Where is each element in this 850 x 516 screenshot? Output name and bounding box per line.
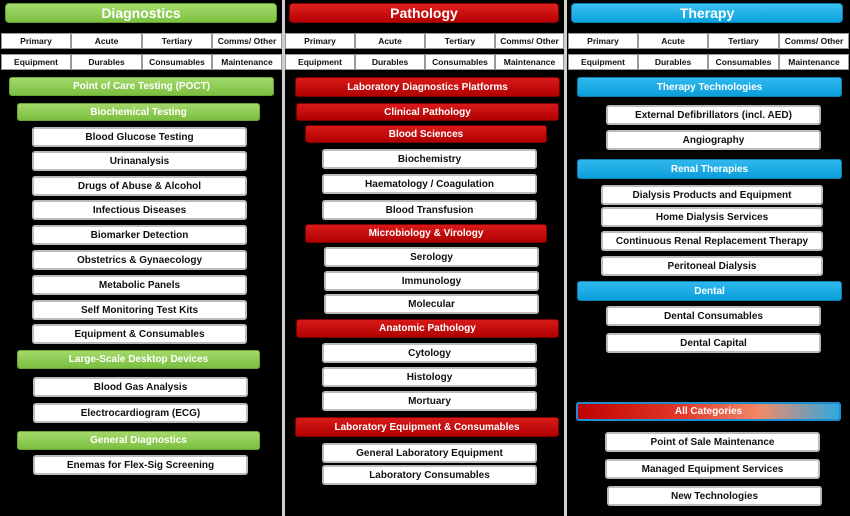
diagnostics-tag-equipment: Equipment: [1, 54, 71, 70]
point-of-sale-maintenance-item: Point of Sale Maintenance: [605, 432, 820, 452]
urinanalysis-item: Urinanalysis: [32, 151, 247, 171]
pathology-tag-comms: Comms/ Other: [495, 33, 564, 49]
therapy-header: Therapy: [571, 3, 843, 23]
immunology-item: Immunology: [324, 271, 539, 291]
pathology-tag-primary: Primary: [285, 33, 355, 49]
blood-glucose-testing-item: Blood Glucose Testing: [32, 127, 247, 147]
all-categories-category: All Categories: [576, 402, 841, 421]
pathology-tag-durables: Durables: [355, 54, 425, 70]
diagnostics-header: Diagnostics: [5, 3, 277, 23]
therapy-tag-consumables: Consumables: [708, 54, 779, 70]
serology-item: Serology: [324, 247, 539, 267]
haematology-coagulation-item: Haematology / Coagulation: [322, 174, 537, 194]
blood-transfusion-item: Blood Transfusion: [322, 200, 537, 220]
peritoneal-dialysis-item: Peritoneal Dialysis: [601, 256, 823, 276]
general-lab-equipment-item: General Laboratory Equipment: [322, 443, 537, 463]
therapy-tag-maintenance: Maintenance: [779, 54, 849, 70]
diagnostics-tag-tertiary: Tertiary: [142, 33, 212, 49]
column-divider-left: [282, 0, 285, 516]
metabolic-panels-item: Metabolic Panels: [32, 275, 247, 295]
blood-gas-analysis-item: Blood Gas Analysis: [33, 377, 248, 397]
blood-sciences-category: Blood Sciences: [305, 125, 547, 143]
new-technologies-item: New Technologies: [607, 486, 822, 506]
dialysis-products-item: Dialysis Products and Equipment: [601, 185, 823, 205]
therapy-technologies-category: Therapy Technologies: [577, 77, 842, 97]
column-divider-right: [564, 0, 567, 516]
therapy-tag-durables: Durables: [638, 54, 708, 70]
infectious-diseases-item: Infectious Diseases: [32, 200, 247, 220]
poct-category: Point of Care Testing (POCT): [9, 77, 274, 96]
biochemistry-item: Biochemistry: [322, 149, 537, 169]
histology-item: Histology: [322, 367, 537, 387]
dental-consumables-item: Dental Consumables: [606, 306, 821, 326]
therapy-tag-acute: Acute: [638, 33, 708, 49]
dental-category: Dental: [577, 281, 842, 301]
mortuary-item: Mortuary: [322, 391, 537, 411]
clinical-pathology-category: Clinical Pathology: [296, 103, 559, 121]
large-scale-desktop-devices-category: Large-Scale Desktop Devices: [17, 350, 260, 369]
home-dialysis-services-item: Home Dialysis Services: [601, 207, 823, 227]
pathology-tag-acute: Acute: [355, 33, 425, 49]
diagnostics-tag-primary: Primary: [1, 33, 71, 49]
angiography-item: Angiography: [606, 130, 821, 150]
renal-therapies-category: Renal Therapies: [577, 159, 842, 179]
biochemical-testing-category: Biochemical Testing: [17, 103, 260, 121]
drugs-of-abuse-item: Drugs of Abuse & Alcohol: [32, 176, 247, 196]
pathology-header: Pathology: [289, 3, 559, 23]
enemas-flex-sig-item: Enemas for Flex-Sig Screening: [33, 455, 248, 475]
diagnostics-tag-consumables: Consumables: [142, 54, 212, 70]
molecular-item: Molecular: [324, 294, 539, 314]
pathology-tag-maintenance: Maintenance: [495, 54, 564, 70]
continuous-renal-replacement-item: Continuous Renal Replacement Therapy: [601, 231, 823, 251]
external-defibrillators-item: External Defibrillators (incl. AED): [606, 105, 821, 125]
diagnostics-tag-comms: Comms/ Other: [212, 33, 282, 49]
dental-capital-item: Dental Capital: [606, 333, 821, 353]
cytology-item: Cytology: [322, 343, 537, 363]
general-diagnostics-category: General Diagnostics: [17, 431, 260, 450]
biomarker-detection-item: Biomarker Detection: [32, 225, 247, 245]
diagnostics-tag-acute: Acute: [71, 33, 142, 49]
pathology-tag-tertiary: Tertiary: [425, 33, 495, 49]
ecg-item: Electrocardiogram (ECG): [33, 403, 248, 423]
diagnostics-tag-durables: Durables: [71, 54, 142, 70]
lab-consumables-item: Laboratory Consumables: [322, 465, 537, 485]
therapy-tag-equipment: Equipment: [568, 54, 638, 70]
microbiology-virology-category: Microbiology & Virology: [305, 224, 547, 243]
anatomic-pathology-category: Anatomic Pathology: [296, 319, 559, 338]
therapy-tag-tertiary: Tertiary: [708, 33, 779, 49]
pathology-tag-consumables: Consumables: [425, 54, 495, 70]
pathology-tag-equipment: Equipment: [285, 54, 355, 70]
therapy-tag-comms: Comms/ Other: [779, 33, 849, 49]
obstetrics-gynaecology-item: Obstetrics & Gynaecology: [32, 250, 247, 270]
diagnostics-equipment-consumables-item: Equipment & Consumables: [32, 324, 247, 344]
therapy-tag-primary: Primary: [568, 33, 638, 49]
lab-diagnostics-platforms-category: Laboratory Diagnostics Platforms: [295, 77, 560, 97]
lab-equipment-consumables-category: Laboratory Equipment & Consumables: [295, 417, 559, 437]
managed-equipment-services-item: Managed Equipment Services: [605, 459, 820, 479]
self-monitoring-test-kits-item: Self Monitoring Test Kits: [32, 300, 247, 320]
diagnostics-tag-maintenance: Maintenance: [212, 54, 282, 70]
